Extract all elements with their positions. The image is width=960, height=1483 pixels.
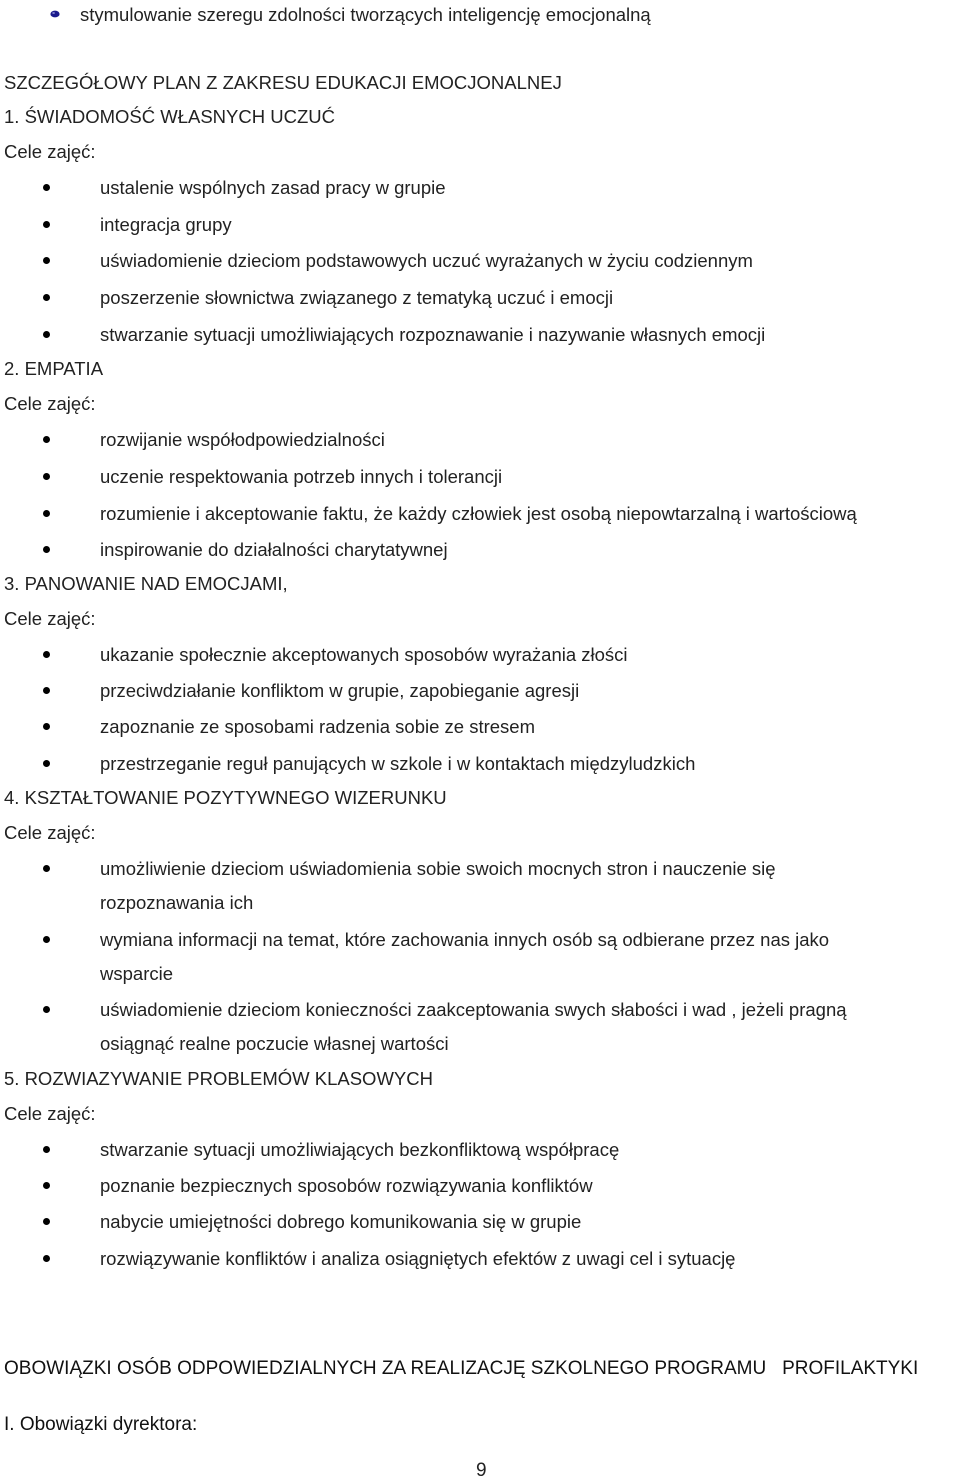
list-item-text: przeciwdziałanie konfliktom w grupie, zapobieganie agresji (100, 680, 580, 701)
list-item-text: umożliwienie dzieciom uświadomienia sobie swoich mocnych stron i nauczenie się (100, 858, 776, 879)
duties-subheading: I. Obowiązki dyrektora: (4, 1414, 198, 1435)
list-item-text: poznanie bezpiecznych sposobów rozwiązywania konfliktów (100, 1175, 593, 1196)
cele-label: Cele zajęć: (4, 141, 96, 162)
list-item-text: stwarzanie sytuacji umożliwiających rozpoznawanie i nazywanie własnych emocji (100, 324, 766, 345)
bullet-icon (43, 294, 50, 301)
bullet-icon (43, 1182, 50, 1189)
list-item-text: uświadomienie dzieciom konieczności zaakceptowania swych słabości i wad , jeżeli pragną (100, 999, 847, 1020)
bullet-icon (43, 184, 50, 191)
section-heading: 2. EMPATIA (4, 358, 104, 379)
list-item-text: rozwijanie współodpowiedzialności (100, 429, 385, 450)
bullet-icon (43, 546, 50, 553)
bullet-icon (43, 510, 50, 517)
bullet-icon (43, 221, 50, 228)
bullet-icon (43, 257, 50, 264)
bullet-icon (43, 331, 50, 338)
bullet-icon (43, 1006, 50, 1013)
bullet-icon (43, 936, 50, 943)
list-item-text: zapoznanie ze sposobami radzenia sobie ze stresem (100, 716, 535, 737)
bullet-icon (43, 651, 50, 658)
bullet-icon (43, 687, 50, 694)
list-item-text: integracja grupy (100, 214, 232, 235)
bullet-icon (43, 1218, 50, 1225)
list-item-text: przestrzeganie reguł panujących w szkole i w kontaktach międzyludzkich (100, 753, 696, 774)
cele-label: Cele zajęć: (4, 608, 96, 629)
list-item-text: inspirowanie do działalności charytatywnej (100, 539, 448, 560)
section-heading: 5. ROZWIAZYWANIE PROBLEMÓW KLASOWYCH (4, 1068, 433, 1089)
list-item-text: uczenie respektowania potrzeb innych i tolerancji (100, 466, 503, 487)
bullet-icon (43, 473, 50, 480)
diamond-bullet-icon (50, 10, 60, 18)
cele-label: Cele zajęć: (4, 1103, 96, 1124)
section-heading: 3. PANOWANIE NAD EMOCJAMI, (4, 573, 288, 594)
cele-label: Cele zajęć: (4, 393, 96, 414)
intro-bullet-text: stymulowanie szeregu zdolności tworzących inteligencję emocjonalną (80, 4, 651, 25)
list-item-text: ukazanie społecznie akceptowanych sposobów wyrażania złości (100, 644, 628, 665)
bullet-icon (43, 436, 50, 443)
list-item-text: rozumienie i akceptowanie faktu, że każdy człowiek jest osobą niepowtarzalną i wartościową (100, 503, 857, 524)
page-number: 9 (476, 1460, 487, 1481)
list-item-text: nabycie umiejętności dobrego komunikowania się w grupie (100, 1211, 582, 1232)
bullet-icon (43, 865, 50, 872)
list-item-text-continued: rozpoznawania ich (100, 892, 254, 913)
section-heading: 1. ŚWIADOMOŚĆ WŁASNYCH UCZUĆ (4, 106, 335, 127)
list-item-text: poszerzenie słownictwa związanego z tematyką uczuć i emocji (100, 287, 614, 308)
bullet-icon (43, 1146, 50, 1153)
bullet-icon (43, 723, 50, 730)
cele-label: Cele zajęć: (4, 822, 96, 843)
plan-title: SZCZEGÓŁOWY PLAN Z ZAKRESU EDUKACJI EMOCJONALNEJ (4, 72, 562, 93)
list-item-text: ustalenie wspólnych zasad pracy w grupie (100, 177, 446, 198)
list-item-text-continued: wsparcie (100, 963, 173, 984)
section-heading: 4. KSZTAŁTOWANIE POZYTYWNEGO WIZERUNKU (4, 787, 447, 808)
list-item-text: stwarzanie sytuacji umożliwiających bezkonfliktową współpracę (100, 1139, 620, 1160)
list-item-text-continued: osiągnąć realne poczucie własnej wartości (100, 1033, 449, 1054)
duties-title: OBOWIĄZKI OSÓB ODPOWIEDZIALNYCH ZA REALIZACJĘ SZKOLNEGO PROGRAMU PROFILAKTYKI (4, 1358, 919, 1379)
list-item-text: wymiana informacji na temat, które zachowania innych osób są odbierane przez nas jako (100, 929, 830, 950)
list-item-text: rozwiązywanie konfliktów i analiza osiągniętych efektów z uwagi cel i sytuację (100, 1248, 736, 1269)
bullet-icon (43, 1255, 50, 1262)
list-item-text: uświadomienie dzieciom podstawowych uczuć wyrażanych w życiu codziennym (100, 250, 753, 271)
bullet-icon (43, 760, 50, 767)
